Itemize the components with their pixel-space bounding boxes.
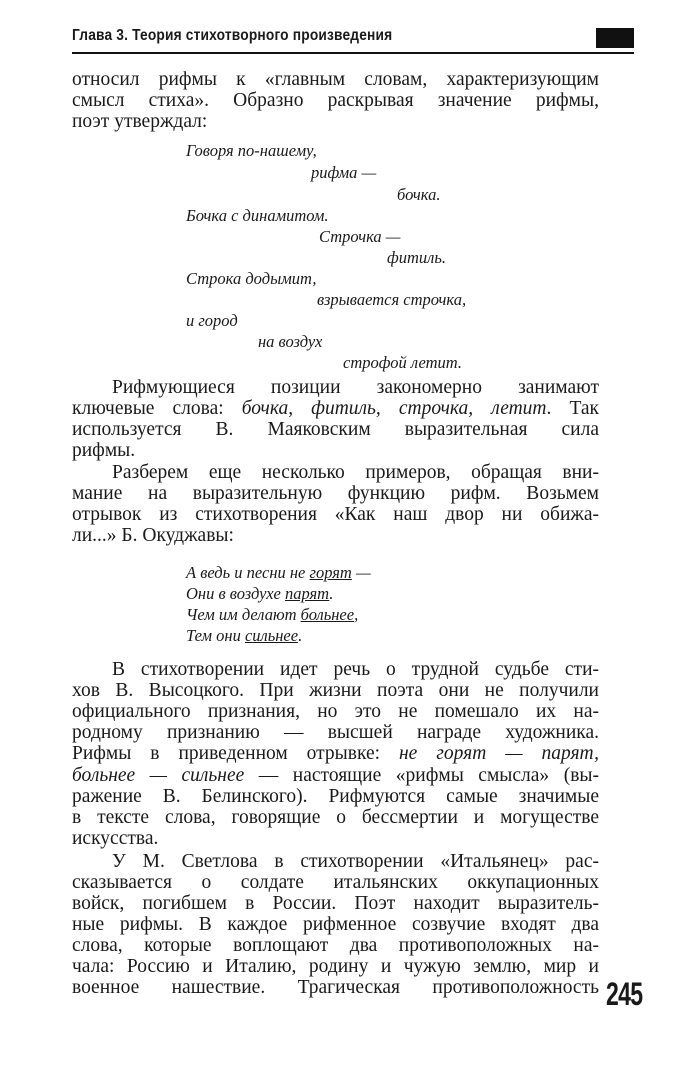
poem-line: Бочка с динамитом. (186, 206, 329, 225)
text-line: официального признания, но это не помешало их на- (72, 701, 599, 722)
text-line: ключевые слова: бочка, фитиль, строчка, летит. Так (72, 398, 599, 419)
rhyme-word: парят (284, 584, 330, 603)
poem-line: Чем им делают больнее, (186, 605, 359, 624)
rhyme-word: больнее (300, 605, 355, 624)
text-line: в тексте слова, говорящие о бессмертии и могуществе (72, 807, 599, 828)
text-line: рифмы. (72, 440, 136, 461)
poem-line: на воздух (258, 332, 323, 351)
emphasized-words: больнее — сильнее (72, 765, 245, 786)
text-line: хов В. Высоцкого. При жизни поэта они не получили (72, 680, 599, 701)
text-line: ные рифмы. В каждое рифменное созвучие входят два (72, 914, 599, 935)
running-header (72, 24, 634, 54)
text-line: родному признанию — высшей награде художника. (72, 722, 599, 743)
text-line: Разберем еще несколько примеров, обращая вни- (112, 462, 599, 483)
poem-line: строфой летит. (343, 353, 462, 372)
text-line: Рифмующиеся позиции закономерно занимают (112, 377, 599, 398)
text-line: используется В. Маяковским выразительная сила (72, 419, 599, 440)
text-line: отрывок из стихотворения «Как наш двор ни обижа- (72, 504, 599, 525)
chapter-title: Глава 3. Теория стихотворного произведения (72, 27, 393, 44)
poem-line: фитиль. (387, 248, 446, 267)
text-line: относил рифмы к «главным словам, характеризующим (72, 69, 599, 90)
header-black-tab (596, 28, 634, 48)
poem-line: Говоря по-нашему, (186, 141, 317, 160)
text-line: смысл стиха». Образно раскрывая значение рифмы, (72, 90, 599, 111)
poem-line: Строчка — (319, 227, 401, 246)
rhyme-word: горят (309, 563, 352, 582)
text-line: У М. Светлова в стихотворении «Итальянец» рас- (112, 851, 599, 872)
text-line: ражение В. Белинского). Рифмуются самые значимые (72, 786, 599, 807)
poem-line: Тем они сильнее. (186, 626, 303, 645)
poem-line: и город (186, 311, 238, 330)
poem-line: А ведь и песни не горят — (186, 563, 371, 582)
text-line: сказывается о солдате итальянских оккупационных (72, 872, 599, 893)
rhyme-word: сильнее (244, 626, 299, 645)
text-line: военное нашествие. Трагическая противоположность (72, 977, 599, 998)
poem-line: Они в воздухе парят. (186, 584, 334, 603)
text-line: Рифмы в приведенном отрывке: не горят — парят, (72, 743, 599, 764)
text-line: мание на выразительную функцию рифм. Возьмем (72, 483, 599, 504)
emphasized-words: бочка, фитиль, строчка, летит (241, 398, 547, 419)
poem-line: взрывается строчка, (317, 290, 467, 309)
text-line: В стихотворении идет речь о трудной судьбе сти- (112, 659, 599, 680)
text-line: больнее — сильнее — настоящие «рифмы смысла» (вы- (72, 765, 599, 786)
text-line: ли...» Б. Окуджавы: (72, 525, 234, 546)
text-line: чала: Россию и Италию, родину и чужую землю, мир и (72, 956, 599, 977)
poem-line: рифма — (311, 163, 377, 182)
emphasized-words: не горят — парят, (399, 743, 599, 764)
page-number: 245 (606, 976, 643, 1012)
poem-line: Строка додымит, (186, 269, 317, 288)
text-line: слова, которые воплощают два противоположных на- (72, 935, 599, 956)
text-line: поэт утверждал: (72, 111, 208, 132)
text-line: искусства. (72, 828, 159, 849)
text-line: войск, погибшем в России. Поэт находит выразитель- (72, 893, 599, 914)
poem-line: бочка. (397, 185, 441, 204)
